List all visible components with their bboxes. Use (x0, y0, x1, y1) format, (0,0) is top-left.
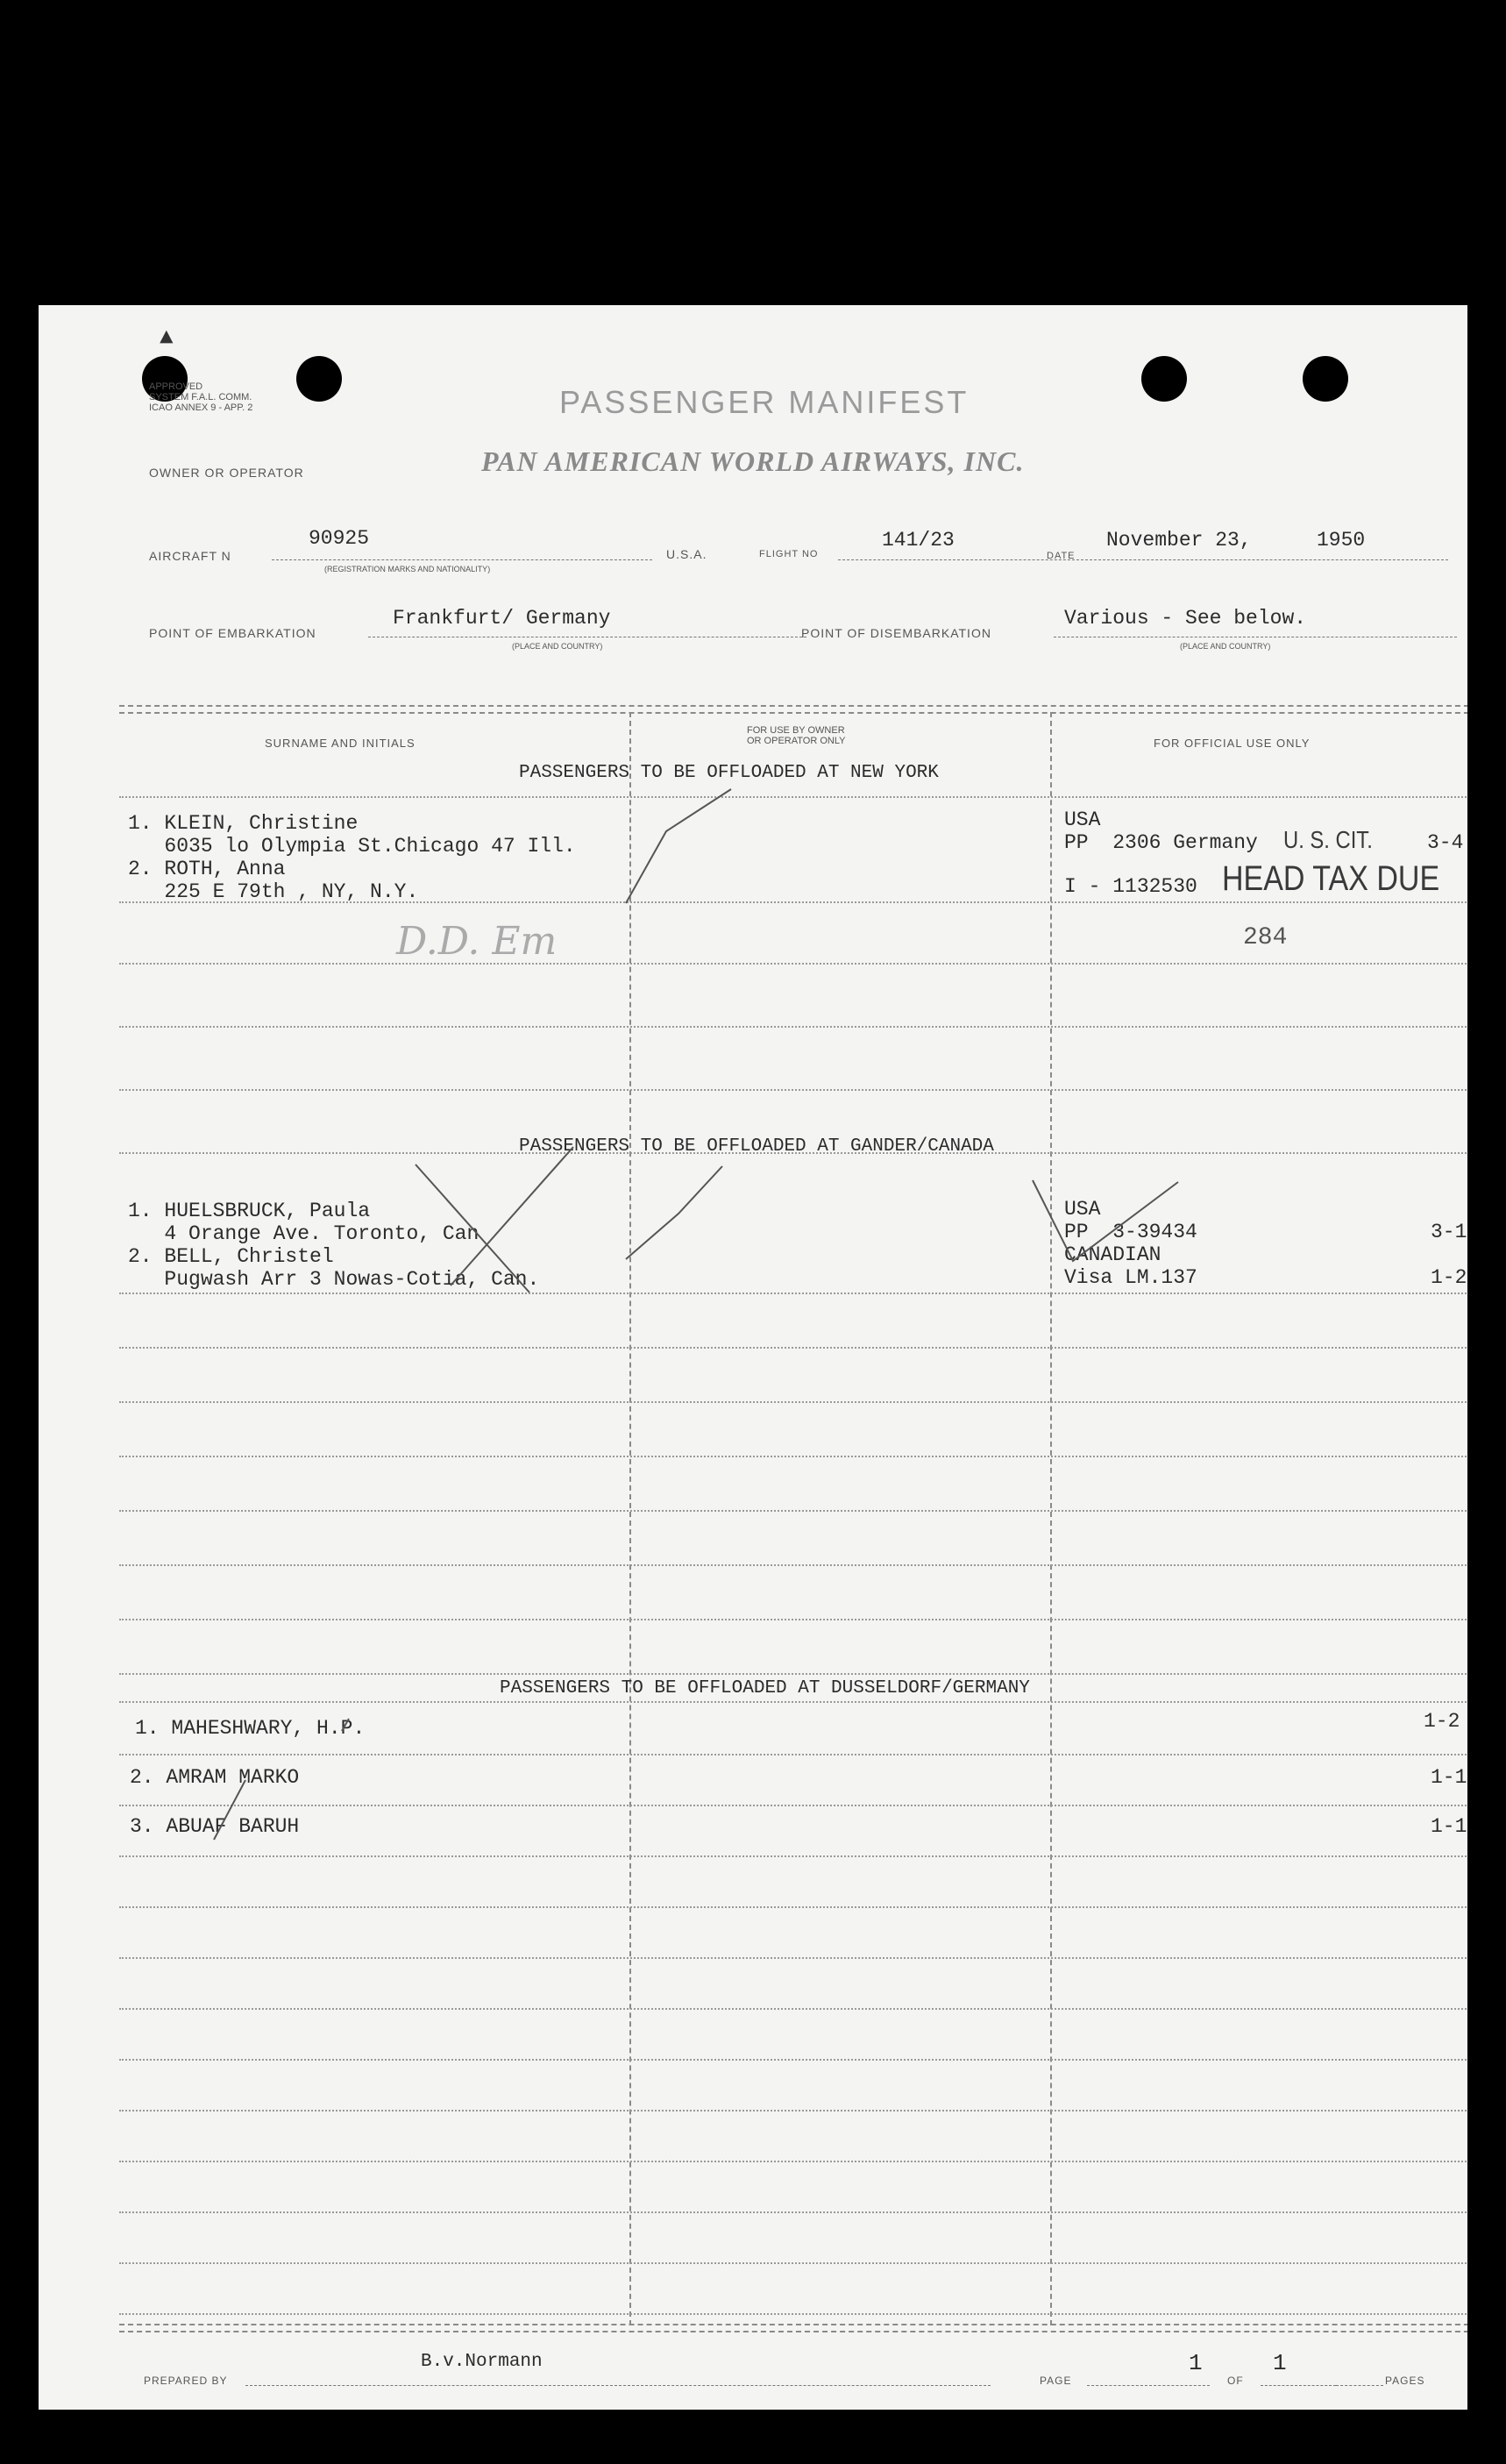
right-edge-code: 1-1 (1431, 1766, 1467, 1789)
table-bottom-rule-2 (119, 2331, 1467, 2332)
approval-line-2: SYSTEM F.A.L. COMM. (149, 392, 252, 402)
official-line: I - 1132530 (1064, 875, 1197, 898)
check-marks (39, 305, 1467, 2410)
right-edge-code: 1-2 (1424, 1710, 1460, 1733)
aircraft-value: 90925 (309, 527, 370, 550)
disembark-value: Various - See below. (1064, 607, 1307, 630)
passenger-line: 2. ROTH, Anna (128, 858, 286, 880)
prepared-underline (245, 2385, 991, 2386)
check-mark-4 (342, 1719, 349, 1731)
cross-mark-3 (214, 1780, 245, 1840)
nationality: U.S.A. (666, 547, 707, 561)
page-label: PAGE (1040, 2375, 1072, 2387)
date-label: DATE (1047, 551, 1076, 561)
passenger-line: 1. HUELSBRUCK, Paula (128, 1200, 371, 1222)
approval-line-3: ICAO ANNEX 9 - APP. 2 (149, 402, 253, 413)
cross-mark-2 (451, 1147, 573, 1285)
disembark-label: POINT OF DISEMBARKATION (801, 626, 991, 640)
pages-underline (1336, 2385, 1383, 2386)
disembark-sub: (PLACE AND COUNTRY) (1180, 642, 1271, 651)
cross-mark-1 (416, 1164, 529, 1293)
check-mark-2 (626, 1166, 722, 1259)
section-heading-new-york: PASSENGERS TO BE OFFLOADED AT NEW YORK (519, 763, 939, 783)
signature: D.D. Em (396, 919, 558, 964)
of-underline (1261, 2385, 1336, 2386)
right-edge-code: 3-4 (1427, 831, 1464, 854)
owner-value: PAN AMERICAN WORLD AIRWAYS, INC. (481, 445, 1025, 477)
embark-value: Frankfurt/ Germany (393, 607, 611, 630)
prepared-label: PREPARED BY (144, 2375, 228, 2387)
check-mark-1 (626, 789, 731, 903)
right-edge-code: 1-1 (1431, 1815, 1467, 1838)
embark-label: POINT OF EMBARKATION (149, 626, 316, 640)
stamp-number: 284 (1243, 924, 1288, 951)
approval-line-1: APPROVED (149, 381, 203, 392)
col-header-owner-1: FOR USE BY OWNER (747, 725, 845, 736)
passenger-line: Pugwash Arr 3 Nowas-Cotia, Can. (128, 1268, 540, 1291)
table-bottom-rule-1 (119, 2324, 1467, 2325)
col-header-official: FOR OFFICIAL USE ONLY (1154, 737, 1311, 750)
right-edge-code: 3-1 (1431, 1221, 1467, 1243)
manifest-sheet (39, 305, 1467, 2410)
aircraft-sub: (REGISTRATION MARKS AND NATIONALITY) (324, 565, 491, 573)
passenger-line: 1. MAHESHWARY, H.P. (135, 1717, 366, 1740)
stamp-head-tax-due: HEAD TAX DUE (1222, 859, 1440, 898)
official-line: PP 2306 Germany (1064, 831, 1258, 854)
page-underline (1087, 2385, 1210, 2386)
passenger-line: 2. BELL, Christel (128, 1245, 334, 1268)
official-line: PP 3-39434 (1064, 1221, 1197, 1243)
page-title: PASSENGER MANIFEST (559, 384, 970, 420)
passenger-line: 1. KLEIN, Christine (128, 812, 359, 835)
of-label: OF (1227, 2375, 1244, 2387)
right-edge-code: 1-2 (1431, 1266, 1467, 1289)
passenger-line: 6035 lo Olympia St.Chicago 47 Ill. (128, 835, 576, 858)
section-heading-gander: PASSENGERS TO BE OFFLOADED AT GANDER/CANADA (519, 1136, 994, 1157)
date-year: 1950 (1317, 529, 1366, 552)
official-line: USA (1064, 1198, 1101, 1221)
flight-value: 141/23 (882, 529, 955, 552)
flight-label: FLIGHT NO (759, 549, 819, 559)
page-value: 1 (1189, 2350, 1203, 2376)
pages-label: PAGES (1385, 2375, 1425, 2387)
official-line: USA (1064, 808, 1101, 831)
col-header-surname: SURNAME AND INITIALS (265, 737, 416, 750)
passenger-line: 3. ABUAF BARUH (130, 1815, 300, 1838)
date-value: November 23, (1106, 529, 1252, 552)
embark-sub: (PLACE AND COUNTRY) (512, 642, 603, 651)
check-mark-3 (1033, 1180, 1178, 1261)
stamp-us-cit: U. S. CIT. (1283, 826, 1373, 853)
official-line: CANADIAN (1064, 1243, 1161, 1266)
col-header-owner-2: OR OPERATOR ONLY (747, 736, 846, 746)
of-value: 1 (1273, 2350, 1287, 2376)
passenger-line: 4 Orange Ave. Toronto, Can (128, 1222, 480, 1245)
passenger-line: 225 E 79th , NY, N.Y. (128, 880, 419, 903)
passenger-line: 2. AMRAM MARKO (130, 1766, 300, 1789)
corner-arrow-icon: ▲ (160, 324, 174, 351)
prepared-value: B.v.Normann (421, 2352, 543, 2372)
official-line: Visa LM.137 (1064, 1266, 1197, 1289)
owner-label: OWNER OR OPERATOR (149, 466, 304, 480)
section-heading-dusseldorf: PASSENGERS TO BE OFFLOADED AT DUSSELDORF/GERMANY (500, 1678, 1030, 1698)
aircraft-label: AIRCRAFT N (149, 549, 231, 563)
